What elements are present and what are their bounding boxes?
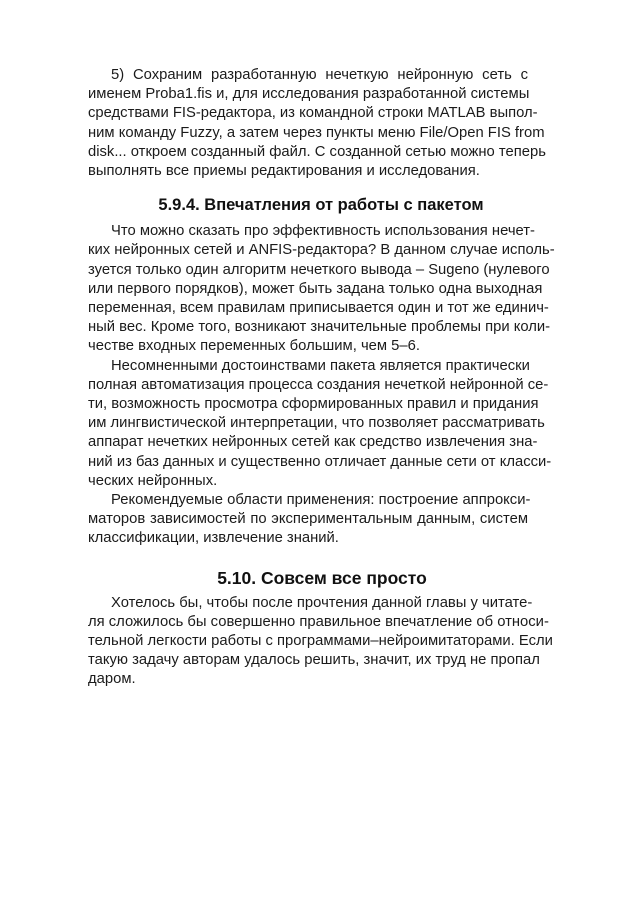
text-line: выполнять все приемы редактирования и исследования.	[88, 163, 480, 180]
text-line: классификации, извлечение знаний.	[88, 530, 339, 547]
text-line: честве входных переменных большим, чем 5–6.	[88, 338, 420, 355]
section-heading-5-9-4: 5.9.4. Впечатления от работы с пакетом	[158, 196, 484, 215]
text-line: Рекомендуемые области применения: построение аппрокси-	[111, 492, 531, 509]
text-line: ля сложилось бы совершенно правильное впечатление об относи-	[88, 613, 549, 630]
paragraph-applications	[88, 491, 531, 549]
text-line: такую задачу авторам удалось решить, значит, их труд не пропал	[88, 652, 540, 669]
text-line: зуется только один алгоритм нечеткого вывода – Sugeno (нулевого	[88, 261, 550, 278]
text-line: ких нейронных сетей и ANFIS-редактора? В данном случае исполь-	[88, 242, 555, 259]
paragraph-advantages	[88, 357, 552, 491]
text-line: им лингвистической интерпретации, что позволяет рассматривать	[88, 415, 545, 432]
text-line: аппарат нечетких нейронных сетей как средство извлечения зна-	[88, 434, 538, 451]
text-line: ти, возможность просмотра сформированных правил и придания	[88, 396, 539, 413]
text-line: ческих нейронных.	[88, 472, 218, 489]
section-heading-5-10: 5.10. Совсем все просто	[217, 567, 427, 588]
text-line: полная автоматизация процесса создания нечеткой нейронной се-	[88, 376, 549, 393]
text-line: 5) Сохраним разработанную нечеткую нейронную сеть с	[111, 67, 528, 83]
text-line: средствами FIS-редактора, из командной строки MATLAB выпол-	[88, 105, 538, 122]
text-line: Что можно сказать про эффективность использования нечет-	[111, 223, 535, 240]
text-line: ний из баз данных и существенно отличает данные сети от класси-	[88, 453, 552, 470]
text-line: или первого порядков), может быть задана только одна выходная	[88, 280, 543, 297]
text-line: тельной легкости работы с программами–нейроимитаторами. Если	[88, 633, 553, 650]
text-line: Хотелось бы, чтобы после прочтения данной главы у читате-	[111, 594, 533, 611]
text-line: даром.	[88, 671, 136, 688]
text-line: ный вес. Кроме того, возникают значительные проблемы при коли-	[88, 319, 551, 336]
page-content	[88, 66, 555, 690]
text-line: маторов зависимостей по экспериментальным данным, систем	[88, 511, 528, 528]
text-line: переменная, всем правилам приписывается один и тот же единич-	[88, 300, 549, 317]
paragraph-efficiency	[88, 222, 555, 356]
text-line: ним команду Fuzzy, а затем через пункты меню File/Open FIS from	[88, 124, 545, 141]
text-line: Несомненными достоинствами пакета является практически	[111, 357, 530, 374]
paragraph-save-network	[88, 66, 546, 181]
paragraph-conclusion	[88, 594, 553, 690]
text-line: именем Proba1.fis и, для исследования разработанной системы	[88, 86, 530, 103]
text-line: disk... откроем созданный файл. С созданной сетью можно теперь	[88, 143, 546, 160]
